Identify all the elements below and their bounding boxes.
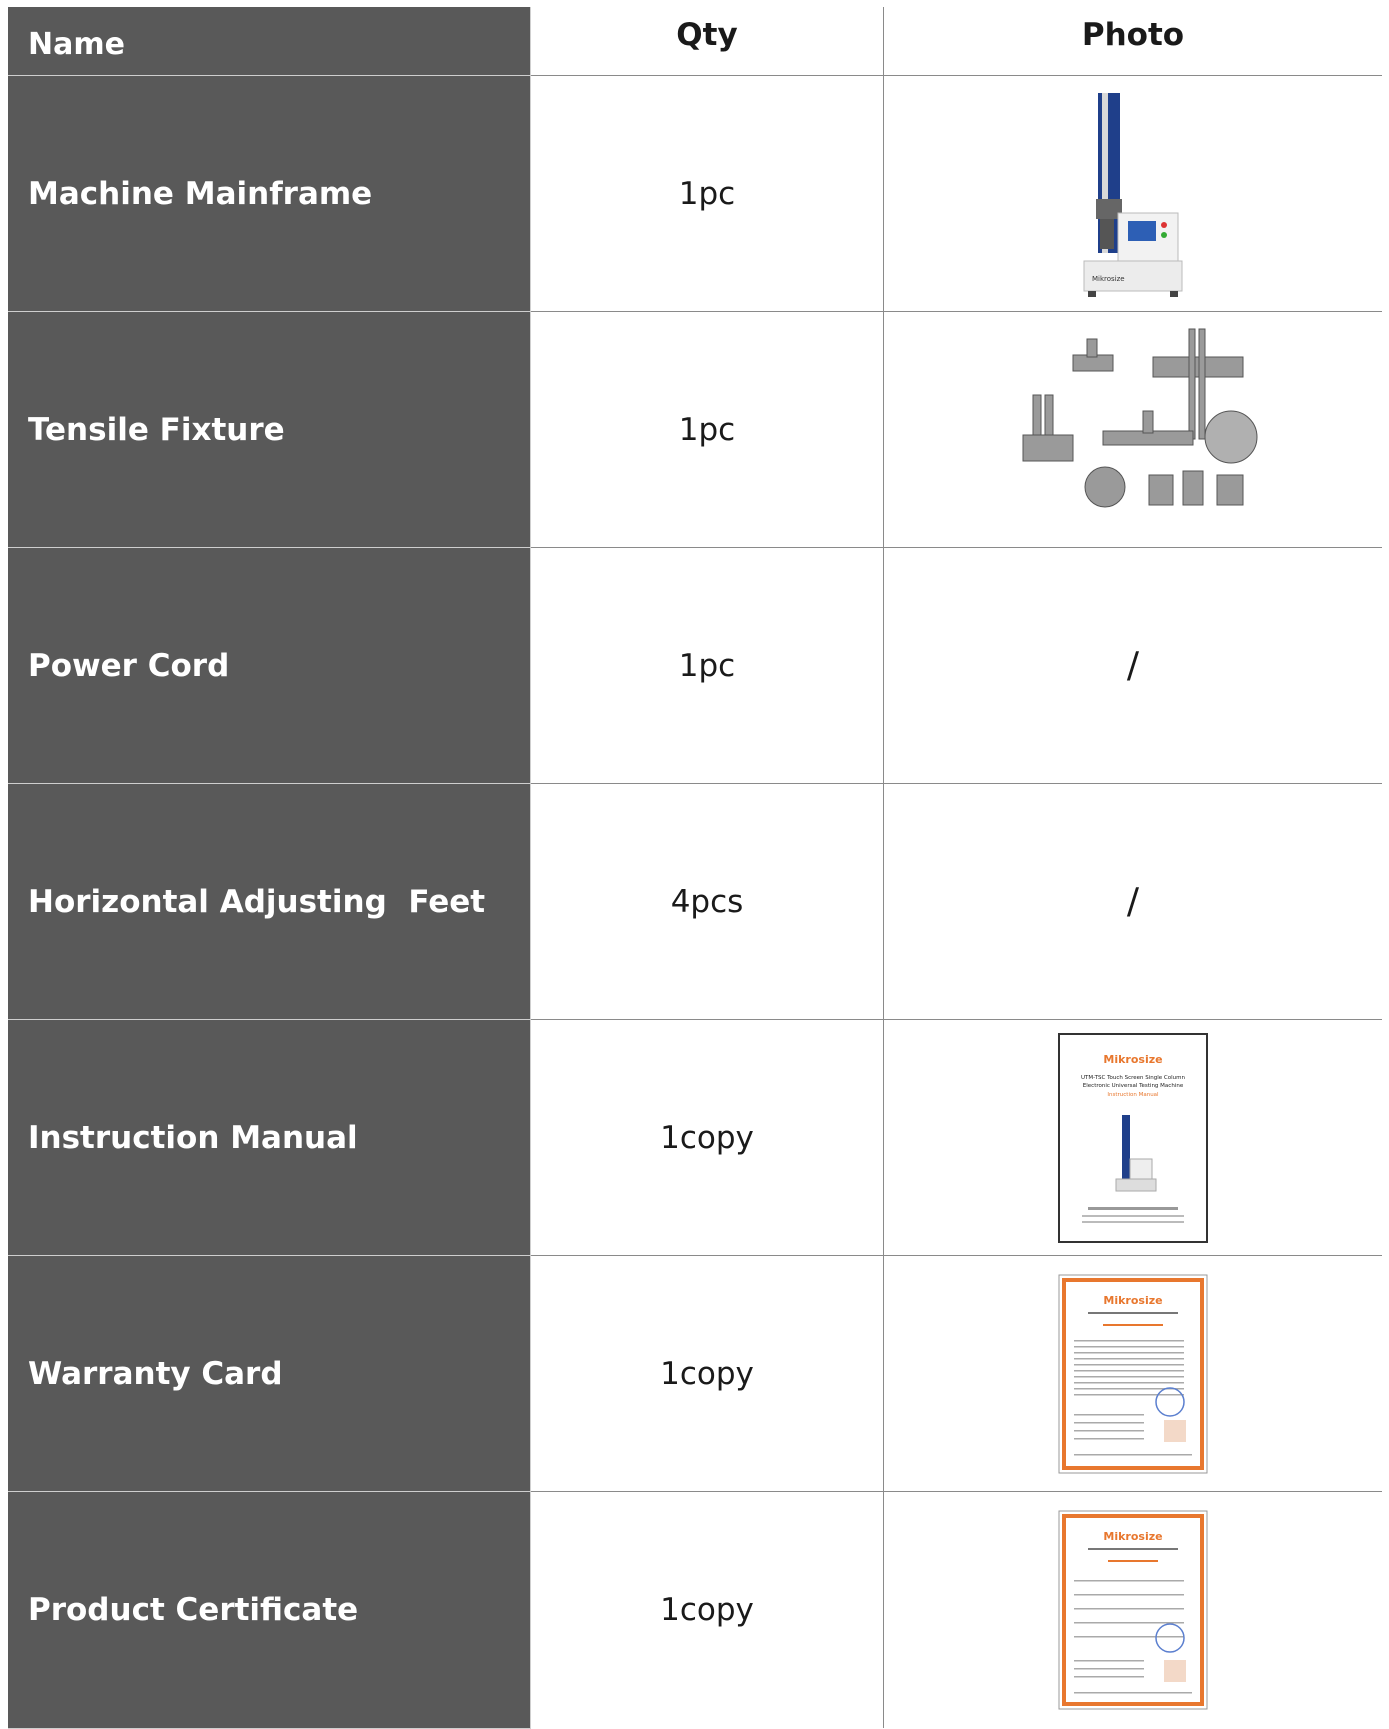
item-name: Machine Mainframe (8, 76, 531, 312)
item-name: Tensile Fixture (8, 312, 531, 548)
table-row (8, 548, 1382, 784)
item-qty: 1copy (531, 1020, 884, 1255)
warranty-card-image (1058, 1274, 1208, 1474)
certificate-brand: Mikrosize (1103, 1530, 1163, 1543)
item-name: Instruction Manual (8, 1020, 531, 1256)
manual-subtitle: Instruction Manual (1107, 1091, 1159, 1098)
item-photo (884, 1256, 1382, 1491)
brand-label: Mikrosize (1092, 274, 1125, 283)
product-certificate-image (1058, 1510, 1208, 1710)
table-row (8, 784, 1382, 1020)
item-photo (884, 1492, 1382, 1728)
item-photo: / (1126, 645, 1140, 686)
item-qty: 1copy (531, 1492, 884, 1728)
item-name: Horizontal Adjusting Feet (8, 784, 531, 1020)
warranty-brand: Mikrosize (1103, 1293, 1163, 1307)
manual-title-1: UTM-TSC Touch Screen Single Column (1081, 1074, 1185, 1081)
header-photo: Photo (1081, 17, 1185, 53)
item-name: Power Cord (8, 548, 531, 784)
manual-title-2: Electronic Universal Testing Machine (1082, 1082, 1184, 1089)
item-name: Warranty Card (8, 1256, 531, 1492)
item-photo (884, 76, 1382, 311)
table-row (8, 76, 1382, 312)
header-qty: Qty (531, 7, 884, 75)
item-qty: 1pc (531, 76, 884, 311)
table-row (8, 1020, 1382, 1256)
item-qty: 4pcs (531, 784, 884, 1019)
testing-machine-image (1078, 89, 1188, 299)
item-photo (884, 312, 1382, 547)
tensile-fixtures-image (1003, 325, 1263, 535)
accessory-table (8, 7, 1382, 1728)
header-name: Name (8, 7, 531, 76)
table-row (8, 312, 1382, 548)
table-header (8, 7, 1382, 76)
item-qty: 1copy (531, 1256, 884, 1491)
item-name: Product Certificate (8, 1492, 531, 1729)
table-row (8, 1256, 1382, 1492)
item-qty: 1pc (531, 312, 884, 547)
instruction-manual-image (1058, 1033, 1208, 1243)
item-photo: / (1126, 881, 1140, 922)
manual-brand: Mikrosize (1103, 1052, 1163, 1066)
table-row (8, 1492, 1382, 1728)
item-photo (884, 1020, 1382, 1255)
item-qty: 1pc (531, 548, 884, 783)
